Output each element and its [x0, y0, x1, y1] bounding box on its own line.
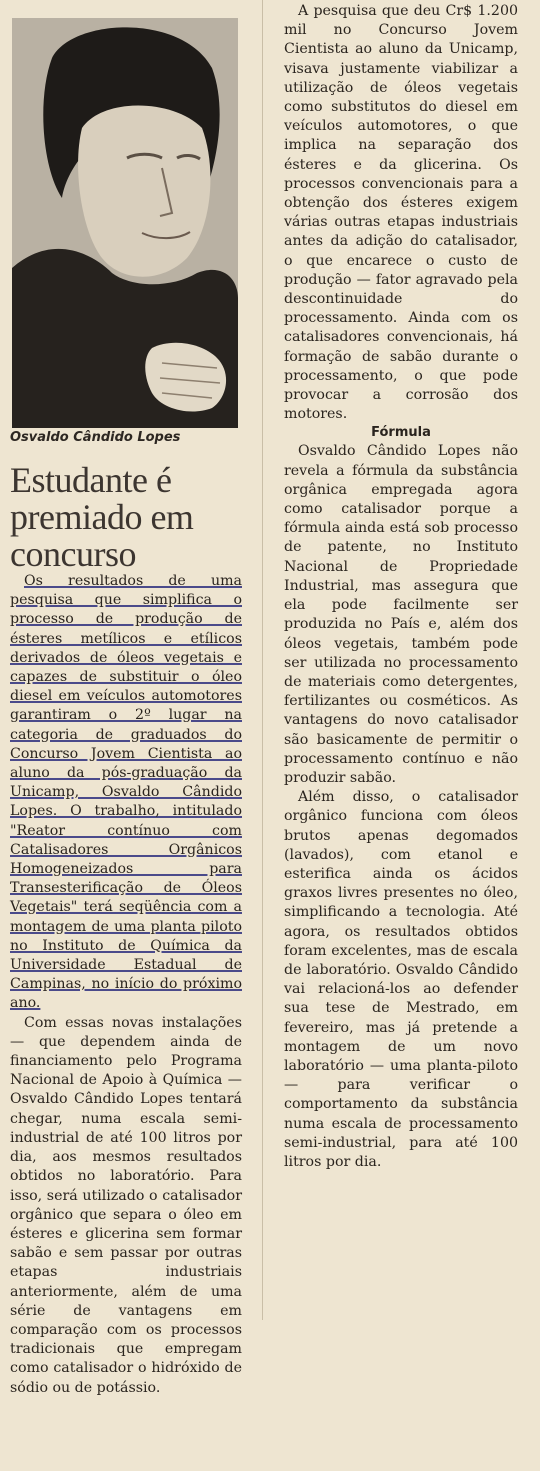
- column-rule: [262, 0, 263, 1320]
- paragraph-3: A pesquisa que deu Cr$ 1.200 mil no Concurso Jovem Cientista ao aluno da Unicamp, visava justamente viabilizar a utilização de óleos vegetais como substitutos do diesel em veículos automotores, o que implica na separação dos ésteres e da glicerina. Os processos convencionais para a obtenção dos ésteres exigem várias outras etapas industriais antes da adição do catalisador, o que encarece o custo de produção — fator agravado pela descontinuidade do processamento. Ainda com os catalisadores convencionais, há formação de sabão durante o processamento, o que pode provocar a corrosão dos motores.: [284, 3, 518, 423]
- lead-paragraph: Os resultados de uma pesquisa que simplifica o processo de produção de ésteres metílicos e etílicos derivados de óleos vegetais e capazes de substituir o óleo diesel em veículos automotores garantiram o 2º lugar na categoria de graduados do Concurso Jovem Cientista ao aluno da pós-graduação da Unicamp, Osvaldo Cândido Lopes. O trabalho, intitulado "Reator contínuo com Catalisadores Orgânicos Homogeneizados para Transesterificação de Óleos Vegetais" terá seqüência com a montagem de uma planta piloto no Instituto de Química da Universidade Estadual de Campinas, no início do próximo ano.: [10, 573, 242, 1012]
- article-body-left: [10, 572, 242, 1398]
- paragraph-2: Com essas novas instalações — que dependem ainda de financiamento pelo Programa Nacional de Apoio à Química — Osvaldo Cândido Lopes tentará chegar, numa escala semi-industrial de até 100 litros por dia, aos mesmos resultados obtidos no laboratório. Para isso, será utilizado o catalisador orgânico que separa o óleo em ésteres e glicerina sem formar sabão e sem passar por outras etapas industriais anteriormente, além de uma série de vantagens em comparação com os processos tradicionais que empregam como catalisador o hidróxido de sódio ou de potássio.: [10, 1014, 242, 1396]
- article-body-right: [284, 2, 518, 1172]
- paragraph-4: Osvaldo Cândido Lopes não revela a fórmula da substância orgânica empregada agora como catalisador porque a fórmula ainda está sob processo de patente, no Instituto Nacional de Propriedade Industrial, mas assegura que ela pode facilmente ser produzida no País e, além dos óleos vegetais, também pode ser utilizada no processamento de materiais como detergentes, fertilizantes ou cosméticos. As vantagens do novo catalisador são basicamente de permitir o processamento contínuo e não produzir sabão.: [284, 443, 518, 786]
- paragraph-5: Além disso, o catalisador orgânico funciona com óleos brutos apenas degomados (lavados), com etanol e esterifica ainda os ácidos graxos livres presentes no óleo, simplificando a tecnologia. Até agora, os resultados obtidos foram excelentes, mas de escala de laboratório. Osvaldo Cândido vai relacioná-los ao defender sua tese de Mestrado, em fevereiro, mas já pretende a montagem de um novo laboratório — uma planta-piloto — para verificar o comportamento da substância numa escala de processamento semi-industrial, para até 100 litros por dia.: [284, 789, 518, 1170]
- photo-caption: Osvaldo Cândido Lopes: [10, 430, 181, 445]
- portrait-photo: [12, 18, 238, 428]
- portrait-illustration: [12, 18, 238, 428]
- subhead-formula: Fórmula: [371, 425, 431, 441]
- headline: Estudante é premiado em concurso: [10, 460, 194, 574]
